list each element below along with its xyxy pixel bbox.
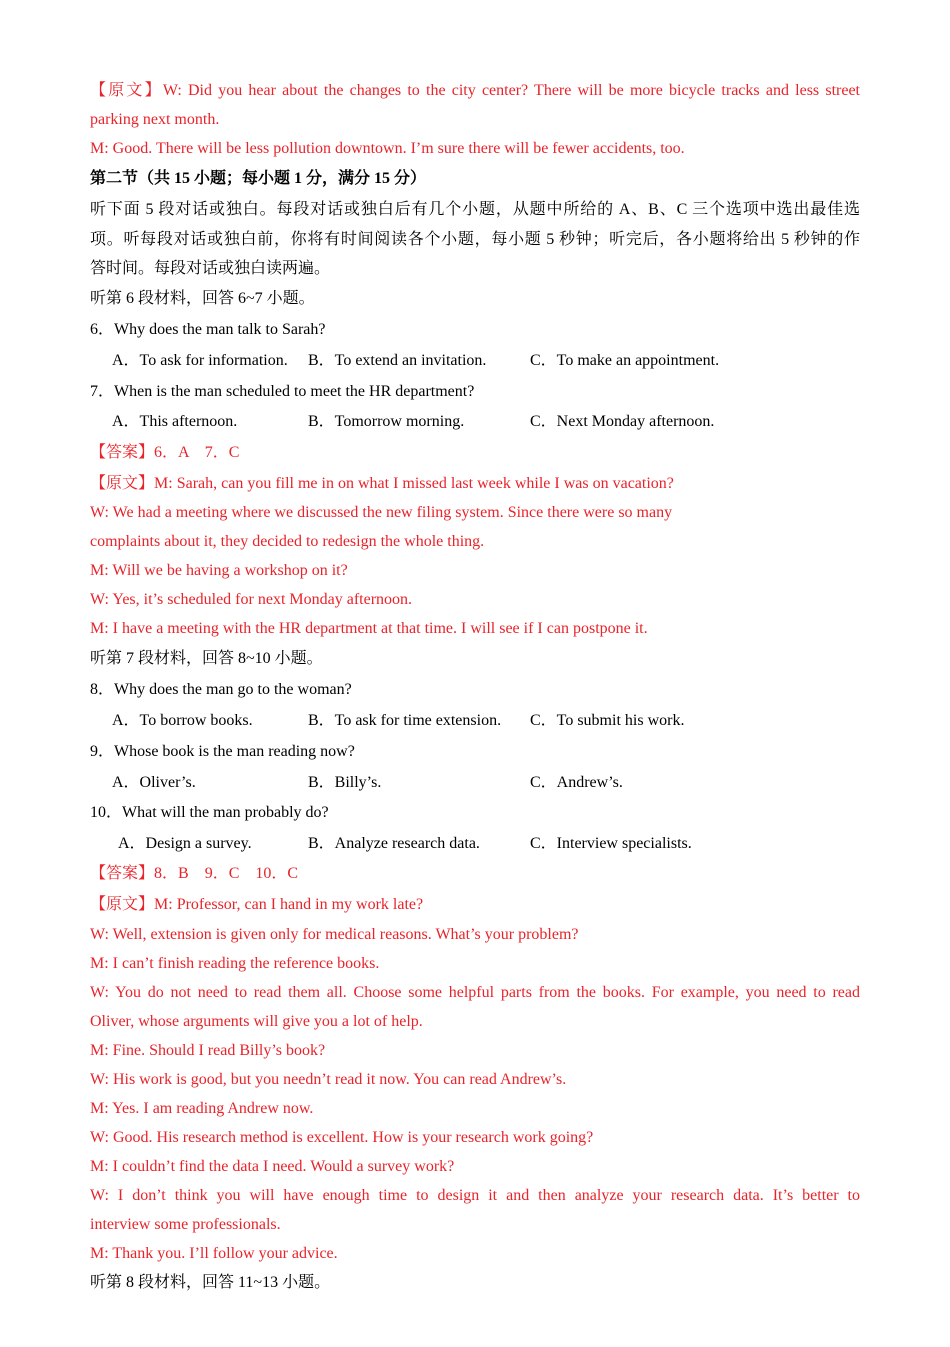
option-c: C．Next Monday afternoon. [530,413,715,430]
transcript-line: M: Will we be having a workshop on it? [90,562,348,579]
instruction-line: 听下面 5 段对话或独白。每段对话或独白后有几个小题，从题中所给的 A、B、C 三个选项中选出最佳选 [90,201,860,218]
option-a: A．This afternoon. [112,413,238,430]
question-stem: 9．Whose book is the man reading now? [90,743,355,760]
option-b: B．Billy’s. [308,774,382,791]
transcript-line: interview some professionals. [90,1216,281,1233]
transcript-line: M: Thank you. I’ll follow your advice. [90,1245,338,1262]
option-a: A．To borrow books. [112,712,253,729]
transcript-line: 【原文】W: Did you hear about the changes to the city center? There will be more bicycle tracks and less street [90,82,860,99]
transcript-line: 【原文】M: Professor, can I hand in my work late? [90,896,424,913]
transcript-line: complaints about it, they decided to redesign the whole thing. [90,533,485,550]
transcript-line: Oliver, whose arguments will give you a lot of help. [90,1013,423,1030]
transcript-line: M: Yes. I am reading Andrew now. [90,1100,314,1117]
transcript-line: W: I don’t think you will have enough time to design it and then analyze your research data. It’s better to [90,1187,860,1204]
option-a: A．To ask for information. [112,352,288,369]
transcript-line: M: Good. There will be less pollution downtown. I’m sure there will be fewer accidents, too. [90,140,685,157]
transcript-line: M: I couldn’t find the data I need. Would a survey work? [90,1158,455,1175]
transcript-line: 【原文】M: Sarah, can you fill me in on what I missed last week while I was on vacation? [90,475,674,492]
transcript-line: W: Yes, it’s scheduled for next Monday afternoon. [90,591,413,608]
transcript-line: W: We had a meeting where we discussed the new filing system. Since there were so many [90,504,673,521]
transcript-line: W: Good. His research method is excellent. How is your research work going? [90,1129,594,1146]
option-b: B．To extend an invitation. [308,352,487,369]
instruction-line: 答时间。每段对话或独白读两遍。 [90,260,331,277]
transcript-line: parking next month. [90,111,220,128]
instruction-line: 项。听每段对话或独白前，你将有时间阅读各个小题，每小题 5 秒钟；听完后，各小题将给出 5 秒钟的作 [90,231,860,248]
question-stem: 7．When is the man scheduled to meet the HR department? [90,383,475,400]
question-stem: 6．Why does the man talk to Sarah? [90,321,326,338]
transcript-line: M: I can’t finish reading the reference books. [90,955,380,972]
question-stem: 8．Why does the man go to the woman? [90,681,352,698]
option-b: B．Tomorrow morning. [308,413,465,430]
transcript-line: W: You do not need to read them all. Choose some helpful parts from the books. For example, you need to read [90,984,860,1001]
option-c: C．Andrew’s. [530,774,623,791]
section-heading: 第二节（共 15 小题；每小题 1 分，满分 15 分） [90,170,427,187]
transcript-line: M: I have a meeting with the HR department at that time. I will see if I can postpone it. [90,620,648,637]
answer-line: 【答案】6．A 7．C [90,444,240,461]
option-c: C．To submit his work. [530,712,685,729]
option-a: A．Oliver’s. [112,774,196,791]
transcript-line: W: His work is good, but you needn’t read it now. You can read Andrew’s. [90,1071,567,1088]
part-intro: 听第 7 段材料，回答 8~10 小题。 [90,650,323,667]
option-b: B．To ask for time extension. [308,712,502,729]
part-intro: 听第 8 段材料，回答 11~13 小题。 [90,1274,331,1291]
answer-line: 【答案】8．B 9．C 10．C [90,865,299,882]
option-c: C．To make an appointment. [530,352,720,369]
transcript-line: W: Well, extension is given only for medical reasons. What’s your problem? [90,926,579,943]
part-intro: 听第 6 段材料，回答 6~7 小题。 [90,290,315,307]
question-stem: 10．What will the man probably do? [90,804,329,821]
transcript-line: M: Fine. Should I read Billy’s book? [90,1042,326,1059]
option-b: B．Analyze research data. [308,835,480,852]
option-a: A．Design a survey. [118,835,252,852]
option-c: C．Interview specialists. [530,835,692,852]
